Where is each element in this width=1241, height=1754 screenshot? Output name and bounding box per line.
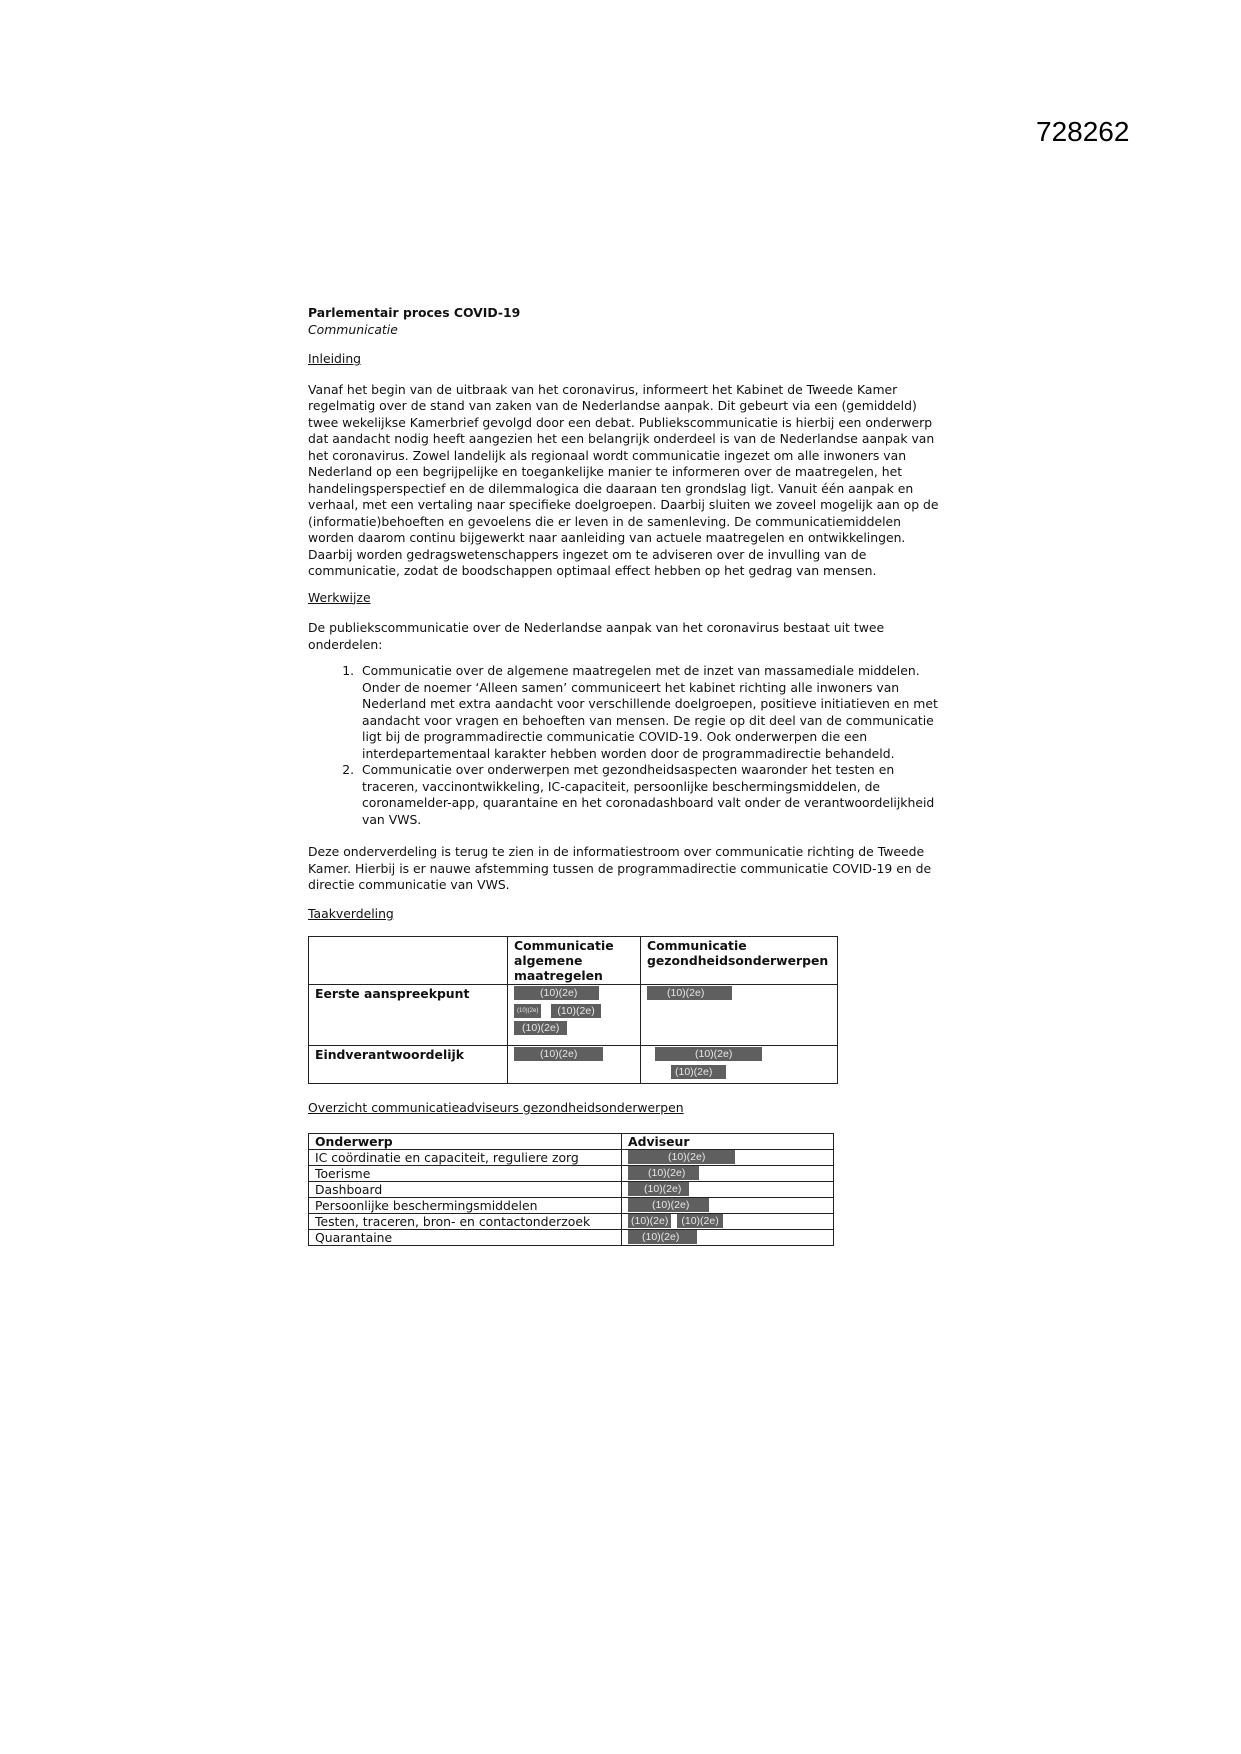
table-cell (622, 1213, 834, 1229)
table-cell (622, 1181, 834, 1197)
table-col-header: Communicatie algemene maatregelen (508, 937, 641, 985)
table-cell: Persoonlijke beschermingsmiddelen (309, 1197, 622, 1213)
list-item: 2. Communicatie over onderwerpen met gezondheidsaspecten waaronder het testen en traceren, vaccinontwikkeling, IC-capaciteit, persoonlijke beschermingsmiddelen, de coronamelder-app, quarantaine en het coronadashboard valt onder de verantwoordelijkheid van VWS. (358, 762, 944, 828)
redaction-box: (10)(2e) (514, 1004, 541, 1018)
redaction-box: (10)(2e) (551, 1004, 600, 1018)
redaction-box: (10)(2e) (514, 1047, 603, 1061)
table-row (309, 1229, 834, 1245)
table-row (309, 1149, 834, 1165)
table-row-header: Eerste aanspreekpunt (309, 985, 508, 1046)
redaction-box: (10)(2e) (628, 1214, 671, 1228)
table-cell (508, 1046, 641, 1084)
redaction-box: (10)(2e) (514, 1021, 567, 1035)
adviseurs-table (308, 1133, 834, 1246)
redaction-box: (10)(2e) (671, 1065, 726, 1079)
document-body (308, 305, 944, 1246)
table-cell: IC coördinatie en capaciteit, reguliere zorg (309, 1149, 622, 1165)
redaction-box: (10)(2e) (628, 1198, 709, 1212)
table-corner-cell (309, 937, 508, 985)
table-cell (508, 985, 641, 1046)
section-heading-taakverdeling: Taakverdeling (308, 905, 394, 921)
table-col-header: Onderwerp (309, 1133, 622, 1149)
table-row-header: Eindverantwoordelijk (309, 1046, 508, 1084)
document-title: Parlementair proces COVID-19 (308, 305, 521, 320)
list-item: 1. Communicatie over de algemene maatregelen met de inzet van massamediale middelen. Onder de noemer ‘Alleen samen’ communiceert het kabinet richting alle inwoners van Nederland met extra aandacht voor verschillende doelgroepen, positieve initiatieven en met aandacht voor vragen en behoeften van mensen. De regie op dit deel van de communicatie ligt bij de programmadirectie communicatie COVID-19. Ook onderwerpen die een interdepartementaal karakter hebben worden door de programmadirectie behandeld. (358, 663, 944, 762)
redaction-box: (10)(2e) (514, 986, 599, 1000)
table-cell (622, 1165, 834, 1181)
taakverdeling-table (308, 936, 838, 1084)
section-heading-inleiding: Inleiding (308, 351, 362, 366)
table-col-header: Adviseur (622, 1133, 834, 1149)
table-cell: Quarantaine (309, 1229, 622, 1245)
table-cell (622, 1197, 834, 1213)
werkwijze-closing: Deze onderverdeling is terug te zien in de informatiestroom over communicatie richting de Tweede Kamer. Hierbij is er nauwe afstemming tussen de programmadirectie communicatie COVID-19 en de directie communicatie van VWS. (308, 844, 932, 892)
redaction-box: (10)(2e) (647, 986, 732, 1000)
redaction-box: (10)(2e) (628, 1230, 697, 1244)
intro-paragraph: Vanaf het begin van de uitbraak van het coronavirus, informeert het Kabinet de Tweede Kamer regelmatig over de stand van zaken van de Nederlandse aanpak. Dit gebeurt via een (gemiddeld) twee wekelijkse Kamerbrief gevolgd door een debat. Publiekscommunicatie is hierbij een onderwerp dat aandacht nodig heeft aangezien het een belangrijk onderdeel is van de Nederlandse aanpak van het coronavirus. Zowel landelijk als regionaal wordt communicatie ingezet om alle inwoners van Nederland op een begrijpelijke en toegankelijke manier te informeren over de maatregelen, het handelingsperspectief en de dilemmalogica die daaraan ten grondslag ligt. Vanuit één aanpak en verhaal, met een vertaling naar specifieke doelgroepen. Daarbij sluiten we zoveel mogelijk aan op de (informatie)behoeften en gevoelens die er leven in de samenleving. De communicatiemiddelen worden daarom continu bijgewerkt naar aanleiding van actuele maatregelen en ontwikkelingen. Daarbij worden gedragswetenschappers ingezet om te adviseren over de invulling van de communicatie, zodat de boodschappen optimaal effect hebben op het gedrag van mensen. (308, 381, 939, 578)
section-heading-overzicht: Overzicht communicatieadviseurs gezondheidsonderwerpen (308, 1100, 684, 1115)
redaction-box: (10)(2e) (628, 1182, 689, 1196)
document-number: 728262 (1036, 116, 1130, 147)
table-row (309, 1197, 834, 1213)
table-row (309, 1213, 834, 1229)
table-cell: Testen, traceren, bron- en contactonderzoek (309, 1213, 622, 1229)
redaction-box: (10)(2e) (655, 1047, 762, 1061)
table-cell (622, 1229, 834, 1245)
table-row (309, 1165, 834, 1181)
redaction-box: (10)(2e) (677, 1214, 722, 1228)
redaction-gap (543, 1004, 549, 1016)
redaction-box: (10)(2e) (628, 1150, 735, 1164)
table-cell: Toerisme (309, 1165, 622, 1181)
section-heading-werkwijze: Werkwijze (308, 589, 371, 605)
table-cell: Dashboard (309, 1181, 622, 1197)
werkwijze-intro: De publiekscommunicatie over de Nederlandse aanpak van het coronavirus bestaat uit twee onderdelen: (308, 620, 885, 652)
table-cell (641, 985, 838, 1046)
table-cell (641, 1046, 838, 1084)
werkwijze-list (308, 663, 944, 828)
table-col-header: Communicatie gezondheidsonderwerpen (641, 937, 838, 985)
document-subtitle: Communicatie (308, 321, 398, 337)
redaction-box: (10)(2e) (628, 1166, 699, 1180)
table-cell (622, 1149, 834, 1165)
table-row (309, 1181, 834, 1197)
